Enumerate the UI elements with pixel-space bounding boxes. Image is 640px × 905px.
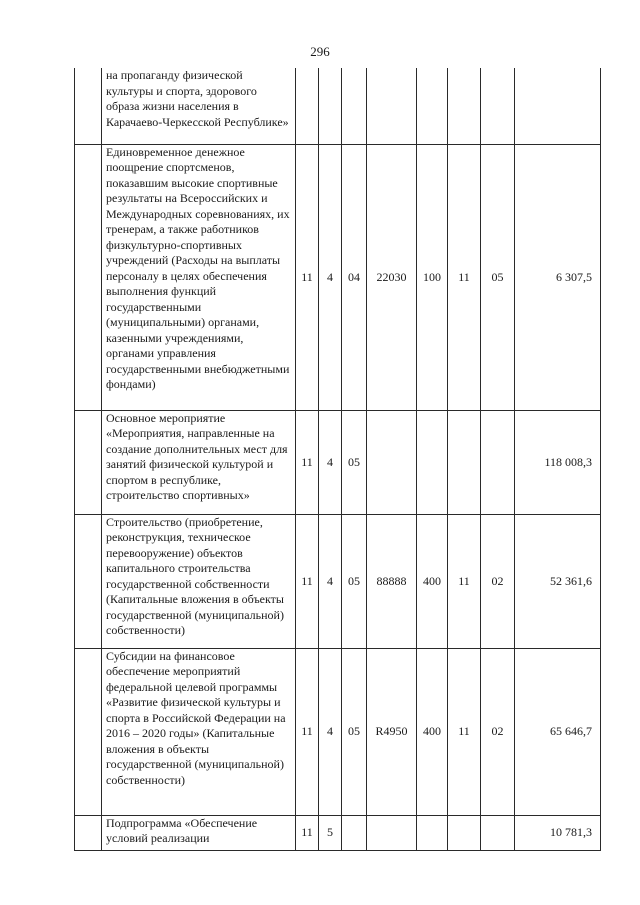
code-cell xyxy=(417,68,448,144)
amount-cell: 118 008,3 xyxy=(515,410,601,514)
amount-cell xyxy=(515,68,601,144)
code-cell: 400 xyxy=(417,514,448,648)
code-cell: 05 xyxy=(481,144,515,410)
code-cell xyxy=(448,68,481,144)
code-cell xyxy=(481,815,515,850)
index-cell xyxy=(75,144,102,410)
code-cell: 5 xyxy=(319,815,342,850)
code-cell: 02 xyxy=(481,514,515,648)
code-cell xyxy=(417,815,448,850)
code-cell: 05 xyxy=(342,410,367,514)
code-cell: 11 xyxy=(448,144,481,410)
code-cell xyxy=(367,68,417,144)
code-cell: 11 xyxy=(296,815,319,850)
description-cell: на пропаганду физической культуры и спорта, здорового образа жизни населения в Карачаево-Черкесской Республике» xyxy=(102,68,296,144)
code-cell: 04 xyxy=(342,144,367,410)
code-cell: 11 xyxy=(296,514,319,648)
code-cell xyxy=(342,68,367,144)
budget-table xyxy=(74,68,601,851)
code-cell xyxy=(481,410,515,514)
code-cell: 11 xyxy=(448,648,481,815)
code-cell: 02 xyxy=(481,648,515,815)
code-cell xyxy=(448,410,481,514)
amount-cell: 6 307,5 xyxy=(515,144,601,410)
index-cell xyxy=(75,648,102,815)
table-row xyxy=(75,648,601,815)
code-cell: 05 xyxy=(342,514,367,648)
amount-cell: 10 781,3 xyxy=(515,815,601,850)
code-cell: 100 xyxy=(417,144,448,410)
table-row xyxy=(75,410,601,514)
code-cell xyxy=(367,410,417,514)
code-cell: R4950 xyxy=(367,648,417,815)
code-cell xyxy=(319,68,342,144)
code-cell: 4 xyxy=(319,514,342,648)
code-cell: 88888 xyxy=(367,514,417,648)
code-cell: 4 xyxy=(319,648,342,815)
code-cell: 11 xyxy=(296,648,319,815)
code-cell: 4 xyxy=(319,144,342,410)
table-row xyxy=(75,815,601,850)
code-cell: 11 xyxy=(296,410,319,514)
page-number: 296 xyxy=(310,44,330,59)
table-row xyxy=(75,144,601,410)
code-cell xyxy=(417,410,448,514)
code-cell xyxy=(448,815,481,850)
amount-cell: 65 646,7 xyxy=(515,648,601,815)
table-row xyxy=(75,514,601,648)
code-cell: 4 xyxy=(319,410,342,514)
index-cell xyxy=(75,514,102,648)
description-cell: Строительство (приобретение, реконструкция, техническое перевооружение) объектов капитального строительства государственной собственности (Капитальные вложения в объекты государственной (муниципальной) собственности) xyxy=(102,514,296,648)
code-cell xyxy=(481,68,515,144)
index-cell xyxy=(75,815,102,850)
code-cell: 11 xyxy=(448,514,481,648)
amount-cell: 52 361,6 xyxy=(515,514,601,648)
code-cell xyxy=(342,815,367,850)
index-cell xyxy=(75,410,102,514)
code-cell: 22030 xyxy=(367,144,417,410)
description-cell: Основное мероприятие «Мероприятия, направленные на создание дополнительных мест для занятий физической культурой и спортом в республике, строительство спортивных» xyxy=(102,410,296,514)
code-cell: 05 xyxy=(342,648,367,815)
code-cell: 400 xyxy=(417,648,448,815)
description-cell: Единовременное денежное поощрение спортсменов, показавшим высокие спортивные результаты на Всероссийских и Международных соревнованиях, их тренерам, а также работников физкультурно-спортивных учреждений (Расходы на выплаты персоналу в целях обеспечения выполнения функций государственными (муниципальными) органами, казенными учреждениями, органами управления государственными внебюджетными фондами) xyxy=(102,144,296,410)
description-cell: Подпрограмма «Обеспечение условий реализации xyxy=(102,815,296,850)
code-cell xyxy=(367,815,417,850)
index-cell xyxy=(75,68,102,144)
code-cell: 11 xyxy=(296,144,319,410)
description-cell: Субсидии на финансовое обеспечение мероприятий федеральной целевой программы «Развитие физической культуры и спорта в Российской Федерации на 2016 – 2020 годы» (Капитальные вложения в объекты государственной (муниципальной) собственности) xyxy=(102,648,296,815)
code-cell xyxy=(296,68,319,144)
table-row xyxy=(75,68,601,144)
